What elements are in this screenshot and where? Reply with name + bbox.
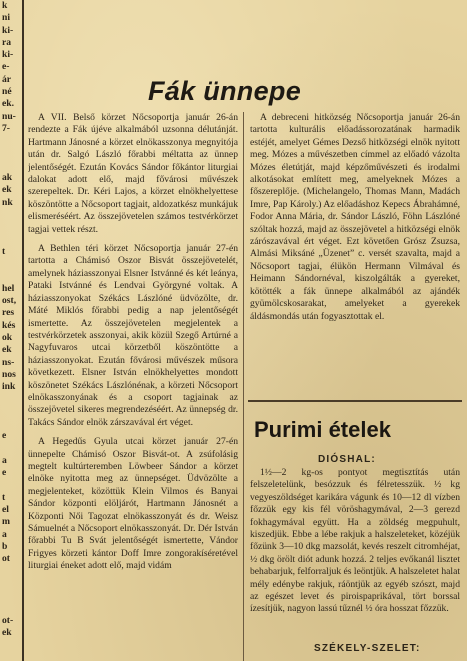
left-column-fragment: e [2, 430, 7, 442]
left-column-fragment: ak [2, 172, 13, 184]
left-column-fragment [0, 148, 20, 160]
column-rule-middle [243, 112, 244, 661]
left-column-fragment: ek [2, 344, 12, 356]
left-column-fragment [0, 590, 20, 602]
fak-paragraph: A Bethlen téri körzet Nőcsoportja január 27-én tartotta a Chámisó Oszor Bisvát összejövetelét, amelynek háziasszonyai Elsner Istvánné és két leánya, Pataki Istvánné és Lendvai Györgyné voltak. A háziasszonyokat Székács Lászlóné üdvözölte, dr. Máté Miklós főrabbi pedig a nap jelentőségét ismertette. Az összejövetelen megjelentek a testvérkörzetek asszonyai, akik közül Szegő Artúrné a Nagyfuvaros utcai körzetből köszöntötte a háziasszonyokat. Ezután fővárosi művészek műsora következett. Elsner István elnökhelyettes mondott köszönetet Székács Lászlónénak, a körzeti Nőcsoport elnökasszonyának és a csoport tagjainak az összejövetel sikeres megrendezéséért. Az ünnepség dr. Takács Sándor elnök zárszavával ért véget. [28, 243, 238, 428]
left-column-fragment [0, 443, 20, 455]
left-column-fragment: nk [2, 196, 13, 208]
left-column-fragment: el [2, 504, 9, 516]
left-column-fragment [0, 566, 20, 578]
left-column-fragment: k [2, 0, 8, 11]
left-column-fragment: a [2, 528, 7, 540]
left-column-fragment [0, 258, 20, 270]
left-column-fragment: t [2, 491, 6, 503]
left-column-fragment: ok [2, 332, 13, 344]
section-divider [248, 400, 462, 402]
left-column-fragment: nu- [2, 110, 16, 122]
left-column-fragment: t [2, 245, 6, 257]
left-column-fragment [0, 578, 20, 590]
fak-paragraph: A VII. Belső körzet Nőcsoportja január 26-án rendezte a Fák újéve alkalmából uzsonna délutánját. Hartmann Jánosné a körzet elnökasszonya megnyitója után dr. Salgó László főrabbi méltatta az ünnep jelentőségét. Ezután Kovács Sándor főkántor liturgiai dalokat adott elő, majd fővárosi művészek szerepeltek. Dr. Kéri Lajos, a körzet elnökhelyettese köszöntötte a Nőcsoport tagjait, aldozatkész munkájuk elismeréséért. Az összejövetelen számos testvérkörzet tagjai vettek részt. [28, 112, 238, 235]
purim-recipe-text [250, 467, 460, 635]
fak-paragraph: A Hegedűs Gyula utcai körzet január 27-én ünnepelte Chámisó Oszor Bisvát-ot. A zsúfolásig megtelt kultúrteremben Löwbeer Sándor a körzet elnöke nyitotta meg az ünnepséget. Üdvözölte a megjelenteket, közöttük Klein Vilmos és Banyai Sándor központi elöljárót, Hartmann Jánosnét a Központi Női Tagozat elnökasszonyát és dr. Weisz Sámuelnét a Nőcsoport elnökasszonyát. Dr. Dér István főrabbi Tu B Svát jelentőségét ismertette, Vándor Frigyes körzeti kántor Doff Imre zongorakíséretével liturgiai éneket adott elő, majd vidám [28, 436, 238, 572]
left-column-fragment [0, 394, 20, 406]
column-rule-left [22, 0, 24, 661]
left-column-fragment: res [2, 307, 15, 319]
left-column-fragment: kés [2, 319, 16, 331]
fak-article-column-left [28, 112, 238, 661]
left-column-fragment [0, 221, 20, 233]
recipe-paragraph: 1½—2 kg-os pontyot megtisztítás után felszeletelünk, besózzuk és félretesszük. ½ kg vegyeszöldséget karikára vágunk és 10—12 dl vízben főzzük egy kis fél vöröshagymával, 2—3 gerezd fokhagymával együtt. Ha a zöldség megpuhult, kiszedjük. Ebbe a lébe rakjuk a halszeleteket, közéjük főzünk 3—10 dkg mazsolát, kevés reszelt citromhéjat, ½ dkg örölt diót adunk hozzá. 2 teljes evőkanál lisztet behabarjuk, felforraljuk és leöntjük. A halszeletet halat mély edénybe rakjuk, ráöntjük az egyéb szószt, majd az egészet levet és piroispaprikával, tört borssal ízesítjük, nagyon lassú tűznél ½ óra hosszat főzzük. [250, 467, 460, 615]
left-column-fragment [0, 603, 20, 615]
left-column-fragment: ki- [2, 49, 14, 61]
left-column-fragment [0, 234, 20, 246]
fak-article-column-right [250, 112, 460, 380]
left-column-fragment: ár [2, 73, 12, 85]
left-column-fragment: ot- [2, 614, 14, 626]
left-column-fragment: hel [2, 282, 15, 294]
left-column-fragment: ost, [2, 295, 17, 307]
left-column-fragment: 7- [2, 122, 10, 134]
left-column-fragment: a [2, 454, 7, 466]
left-column-fragment [0, 271, 20, 283]
left-column-fragment: ink [2, 381, 16, 393]
left-column-fragment: ek. [2, 98, 14, 110]
left-column-fragment: ns- [2, 356, 15, 368]
left-column-fragment: ot [2, 553, 10, 565]
left-column-fragment [0, 135, 20, 147]
left-column-fragment: e- [2, 61, 10, 73]
left-column-fragment: ni [2, 12, 11, 24]
left-column-fragment [0, 418, 20, 430]
fak-paragraph: A debreceni hitközség Nőcsoportja január 26-án tartotta kulturális előadássorozatának harmadik estéjét, amelyet Gémes Dezső hitközségi elnök nyitott meg. Mózes a művészetben címmel az előadó vázolta Mózes életútját, majd képzőművészeti és irodalmi alkotásokat említett meg, amelyeknek Mózes a főszereplője. (Michelangelo, Thomas Mann, Madách Imre, Pap Károly.) Az előadáshoz Kepecs Ábrahámné, Fodor Anna Mária, dr. Sándor László, Föhn Lászlóné szóltak hozzá, majd az összejövetel a hitközségi elnök zárószavával ért véget. Ezt követően Grósz Zsuzsa, Almási Miksáné „Üzenet” c. versét szavalta, majd a Nőcsoport tagjai, élükön Hermann Vilmával és Heimann Sándornéval, kiszolgálták a gyereket, kötötték a fák ünnepe alkalmából az ajándék gyümölcskosarakat, amelyeket a gyerekek áldásmondás után fogyasztottak el. [250, 112, 460, 322]
left-column-fragment: b [2, 541, 8, 553]
left-column-fragment: m [2, 516, 10, 528]
article-title-purimi-etelek: Purimi ételek [254, 417, 391, 442]
left-column-fragment [0, 160, 20, 172]
recipe-subhead-szekely-szelet: SZÉKELY-SZELET: [314, 643, 421, 654]
left-column-fragment: né [2, 86, 12, 98]
left-column-fragment [0, 406, 20, 418]
left-column-cropped-text [0, 0, 20, 661]
left-column-fragment: ek [2, 627, 12, 639]
left-column-fragment: ki- [2, 24, 14, 36]
recipe-subhead-dioshal: DIÓSHAL: [318, 454, 376, 465]
article-title-fak-unnepe: Fák ünnepe [148, 76, 302, 106]
left-column-fragment: nos [2, 368, 16, 380]
left-column-fragment: e [2, 467, 7, 479]
left-column-fragment: ek [2, 184, 12, 196]
left-column-fragment [0, 480, 20, 492]
left-column-fragment [0, 209, 20, 221]
left-column-fragment: ra [2, 36, 12, 48]
